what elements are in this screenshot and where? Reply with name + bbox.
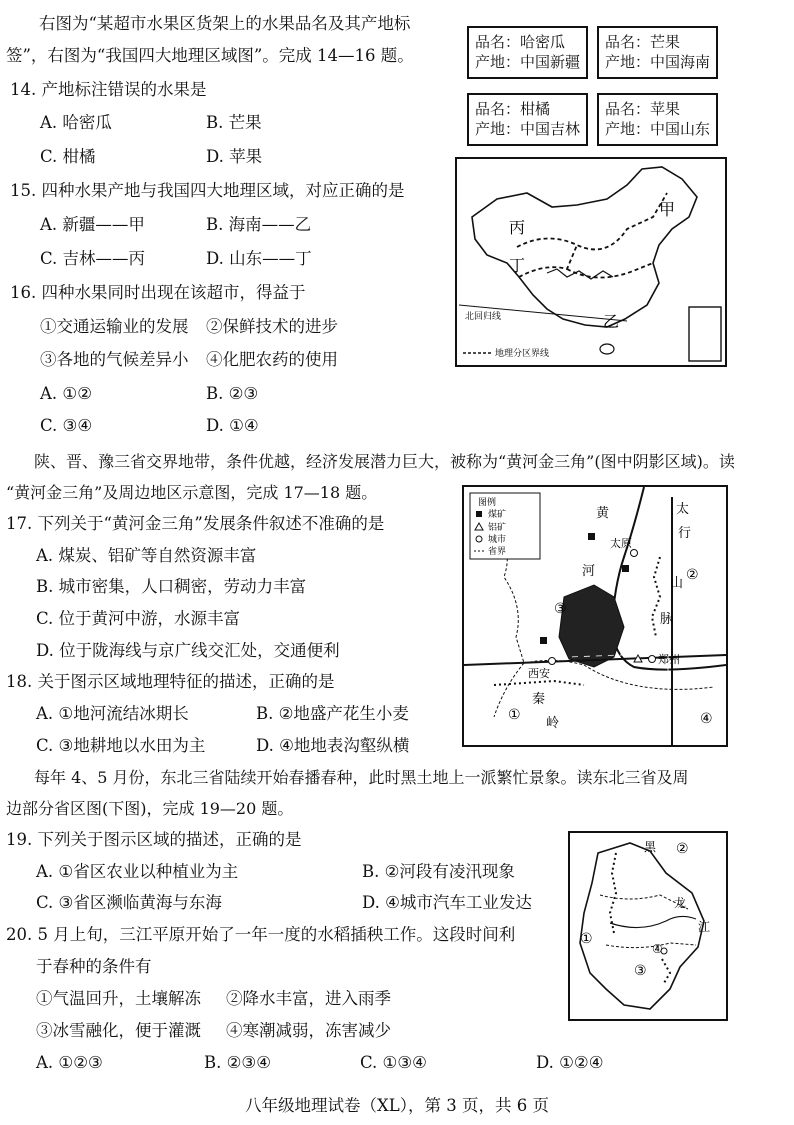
q18-option-b: B. ②地盛产花生小麦 — [256, 704, 409, 723]
q20-item-2: ②降水丰富，进入雨季 — [226, 989, 391, 1008]
fruit-tag-origin: 产地：中国山东 — [605, 120, 711, 139]
q16-option-a: A. ①② — [40, 384, 92, 403]
label-region-1: ① — [508, 707, 521, 723]
intro3-line2: 边部分省区图(下图)，完成 19—20 题。 — [6, 799, 294, 818]
q18-option-c: C. ③地耕地以水田为主 — [36, 736, 206, 755]
q20-stem-line1: 20. 5 月上旬，三江平原开始了一年一度的水稻插秧工作。这段时间利 — [6, 925, 516, 944]
q20-option-a: A. ①②③ — [36, 1053, 103, 1072]
fruit-tag-origin: 产地：中国新疆 — [475, 53, 581, 72]
q16-item-3: ③各地的气候差异小 — [40, 350, 189, 369]
q17-option-d: D. 位于陇海线与京广线交汇处，交通便利 — [36, 641, 340, 660]
northeast-outline — [580, 843, 704, 1009]
golden-triangle-area — [559, 585, 624, 667]
fruit-tag-orange — [467, 93, 588, 146]
coal-mine-marker — [540, 637, 547, 644]
q20-item-1: ①气温回升，土壤解冻 — [36, 989, 201, 1008]
q17-option-c: C. 位于黄河中游，水源丰富 — [36, 609, 241, 628]
label-region-2: ② — [676, 841, 689, 857]
city-icon — [476, 536, 482, 542]
legend-coal: 煤矿 — [488, 510, 507, 520]
intro2-line2: “黄河金三角”及周边地区示意图，完成 17—18 题。 — [6, 483, 378, 502]
q20-item-3: ③冰雪融化，便于灌溉 — [36, 1021, 201, 1040]
q19-option-a: A. ①省区农业以种植业为主 — [36, 862, 239, 881]
coal-mine-marker — [588, 533, 595, 540]
label-region-2: ② — [686, 567, 699, 583]
region-label-ding: 丁 — [509, 256, 526, 275]
legend-title: 图例 — [478, 498, 497, 508]
fruit-tag-apple — [597, 93, 718, 146]
label-taiyuan: 太原 — [610, 537, 632, 550]
label-shan: 山 — [670, 576, 684, 591]
q15-option-b: B. 海南——乙 — [206, 215, 312, 234]
intro1-line2: 签”，右图为“我国四大地理区域图”。完成 14—16 题。 — [6, 46, 414, 65]
yellow-river-map-figure — [464, 487, 726, 745]
legend-border: 省界 — [488, 547, 507, 557]
legend-city: 城市 — [488, 535, 507, 545]
label-he: 河 — [582, 564, 596, 579]
taihang-mountains — [652, 557, 660, 637]
label-ling: 岭 — [546, 716, 560, 731]
intro2-line1: 陕、晋、豫三省交界地带，条件优越，经济发展潜力巨大，被称为“黄河金三角”(图中阴影区域)。读 — [34, 452, 735, 471]
intro1-line1: 右图为“某超市水果区货架上的水果品名及其产地标 — [39, 14, 411, 33]
q16-item-2: ②保鲜技术的进步 — [206, 317, 338, 336]
label-region-4: ④ — [700, 711, 713, 727]
tropic-label: 北回归线 — [465, 312, 502, 322]
q14-stem: 14. 产地标注错误的水果是 — [10, 80, 207, 99]
q16-option-b: B. ②③ — [206, 384, 259, 403]
intro3-line1: 每年 4、5 月份，东北三省陆续开始春播春种，此时黑土地上一派繁忙景象。读东北三省及周 — [34, 768, 689, 787]
q16-option-d: D. ①④ — [206, 416, 259, 435]
label-huang: 黄 — [596, 506, 610, 521]
yellow-river-map — [462, 485, 728, 747]
q16-item-1: ①交通运输业的发展 — [40, 317, 189, 336]
china-regions-map — [455, 157, 727, 367]
label-zhengzhou: 郑州 — [658, 653, 680, 666]
hainan-island — [600, 344, 614, 354]
northeast-map-figure — [570, 833, 726, 1019]
label-xing: 行 — [678, 526, 692, 541]
coal-mine-marker — [622, 565, 629, 572]
fruit-tag-name: 品名：芒果 — [605, 33, 681, 51]
label-tai: 太 — [676, 502, 690, 517]
label-region-3: ③ — [634, 963, 647, 979]
q20-stem-line2: 于春种的条件有 — [36, 957, 152, 976]
fruit-tag-origin: 产地：中国吉林 — [475, 120, 581, 139]
q18-option-a: A. ①地河流结冰期长 — [36, 704, 189, 723]
q14-option-c: C. 柑橘 — [40, 147, 96, 166]
q14-option-d: D. 苹果 — [206, 147, 263, 166]
q16-item-4: ④化肥农药的使用 — [206, 350, 338, 369]
q20-option-c: C. ①③④ — [360, 1053, 427, 1072]
label-region-3: ③ — [554, 601, 567, 617]
fruit-tag-mango — [597, 26, 718, 79]
q19-option-c: C. ③省区濒临黄海与东海 — [36, 893, 222, 912]
fruit-tag-name: 品名：哈密瓜 — [475, 33, 566, 51]
legend-aluminum: 铝矿 — [488, 523, 507, 533]
label-mai: 脉 — [660, 612, 674, 627]
q15-stem: 15. 四种水果产地与我国四大地理区域，对应正确的是 — [10, 181, 405, 200]
q19-option-d: D. ④城市汽车工业发达 — [362, 893, 532, 912]
fruit-tag-name: 品名：苹果 — [605, 100, 681, 118]
q20-item-4: ④寒潮减弱，冻害减少 — [226, 1021, 391, 1040]
yellow-river — [612, 487, 726, 670]
label-region-1: ① — [580, 931, 593, 947]
label-xian: 西安 — [528, 667, 550, 680]
china-regions-map-figure — [457, 159, 725, 365]
q15-option-d: D. 山东——丁 — [206, 249, 312, 268]
legend-label: 地理分区界线 — [495, 349, 550, 359]
south-china-sea-inset — [689, 307, 721, 361]
xian-city — [549, 658, 556, 665]
q19-stem: 19. 下列关于图示区域的描述，正确的是 — [6, 830, 302, 849]
region-label-bing: 丙 — [509, 218, 526, 237]
q18-stem: 18. 关于图示区域地理特征的描述，正确的是 — [6, 672, 335, 691]
region-label-jia: 甲 — [659, 200, 676, 219]
q15-option-c: C. 吉林——丙 — [40, 249, 146, 268]
q15-option-a: A. 新疆——甲 — [40, 215, 145, 234]
q20-option-d: D. ①②④ — [536, 1053, 604, 1072]
coal-icon — [476, 511, 482, 517]
northeast-map — [568, 831, 728, 1021]
q14-option-b: B. 芒果 — [206, 113, 262, 132]
zhengzhou-city — [649, 656, 656, 663]
q17-option-a: A. 煤炭、铝矿等自然资源丰富 — [36, 546, 257, 565]
region-label-yi: 乙 — [603, 312, 620, 331]
q14-option-a: A. 哈密瓜 — [40, 113, 112, 132]
fruit-tag-hami — [467, 26, 588, 79]
q16-stem: 16. 四种水果同时出现在该超市，得益于 — [10, 283, 306, 302]
fruit-tag-name: 品名：柑橘 — [475, 100, 551, 118]
label-region-4: ④ — [652, 942, 663, 956]
q18-option-d: D. ④地地表沟壑纵横 — [256, 736, 410, 755]
q20-option-b: B. ②③④ — [204, 1053, 271, 1072]
label-qin: 秦 — [532, 692, 546, 707]
qinling-mountains — [494, 681, 584, 685]
label-long: 龙 — [674, 896, 687, 910]
fruit-tag-origin: 产地：中国海南 — [605, 53, 711, 72]
q17-stem: 17. 下列关于“黄河金三角”发展条件叙述不准确的是 — [6, 514, 385, 533]
taiyuan-city — [631, 550, 638, 557]
q19-option-b: B. ②河段有凌汛现象 — [362, 862, 515, 881]
page-footer: 八年级地理试卷（XL），第 3 页，共 6 页 — [245, 1096, 549, 1115]
label-jiang: 江 — [698, 920, 711, 934]
q16-option-c: C. ③④ — [40, 416, 93, 435]
q17-option-b: B. 城市密集，人口稠密，劳动力丰富 — [36, 577, 307, 596]
label-hei: 黑 — [644, 840, 657, 854]
